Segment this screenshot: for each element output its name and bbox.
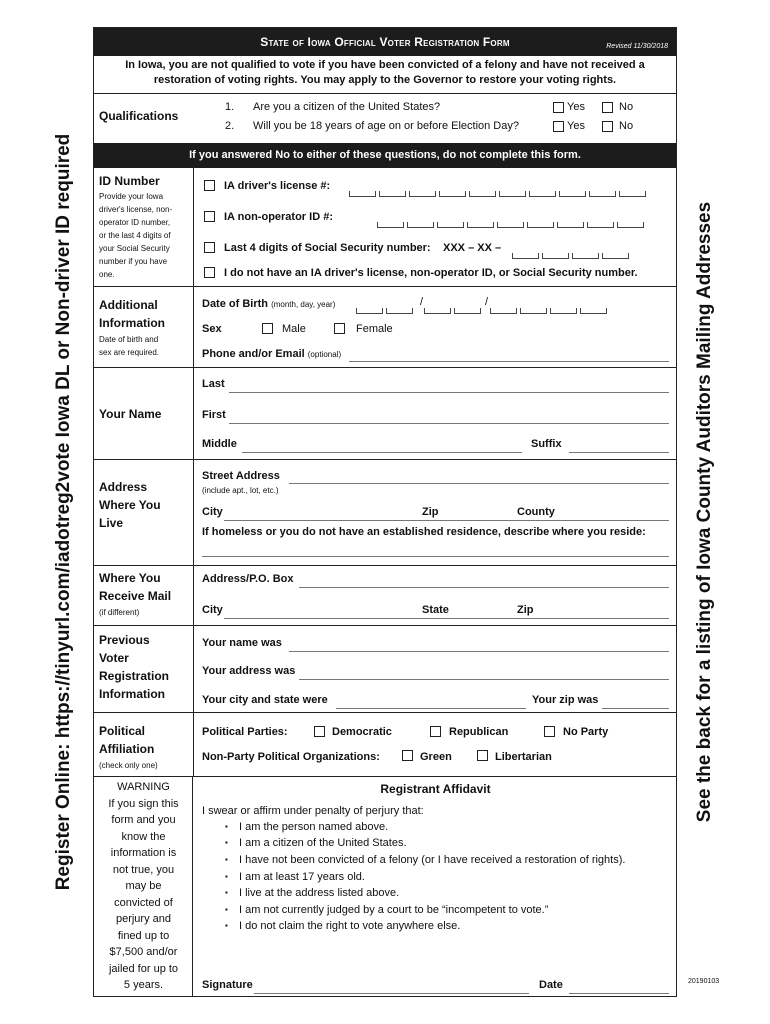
green-checkbox[interactable] bbox=[402, 750, 413, 761]
last-name-input[interactable] bbox=[229, 392, 669, 393]
date-label: Date bbox=[539, 979, 563, 991]
affidavit-title: Registrant Affidavit bbox=[380, 782, 491, 796]
phone-email-input[interactable] bbox=[349, 361, 669, 362]
previous-zip-input[interactable] bbox=[602, 708, 669, 709]
signature-label: Signature bbox=[202, 979, 253, 991]
id-number-label: ID Number bbox=[99, 174, 160, 188]
non-operator-id-checkbox[interactable] bbox=[204, 211, 215, 222]
age-yes-checkbox[interactable] bbox=[553, 121, 564, 132]
mailing-label: Where You Receive Mail bbox=[99, 571, 172, 603]
date-input[interactable] bbox=[569, 993, 669, 994]
additional-info-label: Additional Information bbox=[99, 298, 165, 330]
title-bar bbox=[94, 28, 676, 56]
age-no-checkbox[interactable] bbox=[602, 121, 613, 132]
affidavit-item: ▪ I am not currently judged by a court to be “incompetent to vote.” bbox=[239, 904, 548, 916]
previous-address-input[interactable] bbox=[299, 679, 669, 680]
qualifications-label: Qualifications bbox=[99, 109, 179, 123]
revised-date: Revised 11/30/2018 bbox=[606, 43, 668, 50]
affidavit-item: ▪ I live at the address listed above. bbox=[239, 887, 399, 899]
previous-registration-label: Previous Voter Registration Information bbox=[99, 633, 170, 701]
your-name-label: Your Name bbox=[99, 407, 162, 421]
drivers-license-checkbox[interactable] bbox=[204, 180, 215, 191]
ssn-checkbox[interactable] bbox=[204, 242, 215, 253]
question-citizen: Are you a citizen of the United States? bbox=[253, 101, 441, 113]
homeless-label: If homeless or you do not have an established residence, describe where you reside: bbox=[202, 526, 646, 538]
mailing-city-state-zip-input[interactable] bbox=[224, 618, 669, 619]
date-of-birth-label: Date of Birth (month, day, year) bbox=[202, 298, 336, 310]
additional-info-help: Date of birth and sex are required. bbox=[99, 335, 160, 357]
affidavit-item: ▪ I am a citizen of the United States. bbox=[239, 837, 407, 849]
voter-registration-form: State of Iowa Official Voter Registration Form Revised 11/30/2018 In Iowa, you are not qualified to vote if you have been convicted of a felony and have not received a restoration of voting rights. You may apply to the Governor to restore your voting rights. Qualifications 1. Are you a citizen of the United States? 2. Will you be 18 years of age on or before Election Day? Yes No Yes No If you answered No to either of these questions, do not complete this form. ID Number Provide your Iowa driver's license, non- operator ID number, or the last 4 digits of your Social Security number if you have one. IA driver's license #: IA non-operator ID #: Last 4 digits of Social Security number: XXX – XX – I do not have an IA driver's license, non-operator ID, or Social Security number. Additional Information Date of birth and sex are required. Date of Birth (month, day, year) / / Sex Male Female Phone and/or Email (optional) Your Name Last First Middle Suffix Address Where You Live Street Address (include apt., lot, etc.) City Zip County If homeless or you do not have an established residence, describe where you reside: Where You Receive Mail (if different) Address/P.O. Box City State Zip Previous Voter Registration Information Your name was Your address was Your city and state were Your zip was Political Affiliation (check only one) Political Parties: Democratic Republican No Party Non-Party Political Organizations: Green Libertarian WARNING If you sign this form and you know the information is not true, you may be convicted of perjury and fined up to $7,500 and/or jailed for up to 5 years. Registrant Affidavit I swear or affirm under penalty of perjury that: ▪ I am the person named above. ▪ I am a citizen of the United States. ▪ I have not been convicted of a felony (or I have received a restoration of rights). ▪ I am at least 17 years old. ▪ I live at the address listed above. ▪ I am not currently judged by a court to be “incompetent to vote.” ▪ I do not claim the right to vote anywhere else. Signature Date bbox=[93, 27, 677, 997]
ssn-prefix: XXX – XX – bbox=[443, 242, 502, 254]
address-label: Address Where You Live bbox=[99, 480, 161, 530]
male-checkbox[interactable] bbox=[262, 323, 273, 334]
signature-input[interactable] bbox=[254, 993, 529, 994]
affidavit-item: ▪ I am at least 17 years old. bbox=[239, 871, 365, 883]
no-id-checkbox[interactable] bbox=[204, 267, 215, 278]
affidavit-intro: I swear or affirm under penalty of perjury that: bbox=[202, 805, 424, 817]
drivers-license-label: IA driver's license #: bbox=[224, 180, 331, 192]
no-party-checkbox[interactable] bbox=[544, 726, 555, 737]
non-operator-id-label: IA non-operator ID #: bbox=[224, 211, 333, 223]
affidavit-item: ▪ I have not been convicted of a felony (or I have received a restoration of rights). bbox=[239, 854, 625, 866]
street-address-input[interactable] bbox=[289, 483, 669, 484]
libertarian-checkbox[interactable] bbox=[477, 750, 488, 761]
felony-notice: In Iowa, you are not qualified to vote if you have been convicted of a felony and have not received a restoration of voting rights. You may apply to the Governor to restore your voting rights. bbox=[125, 59, 645, 86]
county-auditors-margin-text: See the back for a listing of Iowa County Auditors Mailing Addresses bbox=[694, 201, 715, 823]
first-name-input[interactable] bbox=[229, 423, 669, 424]
mailing-address-input[interactable] bbox=[299, 587, 669, 588]
qualification-warning-bar: If you answered No to either of these questions, do not complete this form. bbox=[94, 143, 676, 168]
register-online-margin-text: Register Online: https://tinyurl.com/iadotreg2vote Iowa DL or Non-driver ID required bbox=[53, 133, 74, 891]
form-title: State of Iowa Official Voter Registration Form bbox=[260, 35, 510, 49]
citizen-yes-checkbox[interactable] bbox=[553, 102, 564, 113]
ssn-label: Last 4 digits of Social Security number: bbox=[224, 242, 431, 254]
suffix-input[interactable] bbox=[569, 452, 669, 453]
affidavit-item: ▪ I do not claim the right to vote anywhere else. bbox=[239, 920, 460, 932]
phone-email-label: Phone and/or Email (optional) bbox=[202, 348, 342, 360]
no-id-label: I do not have an IA driver's license, non-operator ID, or Social Security number. bbox=[224, 267, 638, 279]
affidavit-item: ▪ I am the person named above. bbox=[239, 821, 388, 833]
city-zip-county-input[interactable] bbox=[224, 520, 669, 521]
previous-name-input[interactable] bbox=[289, 651, 669, 652]
political-affiliation-label: Political Affiliation bbox=[99, 724, 155, 756]
id-help-text: Provide your Iowa driver's license, non- operator ID number, or the last 4 digits of your Social Security number if you have one. bbox=[99, 192, 173, 279]
sex-label: Sex bbox=[202, 323, 222, 335]
form-code: 20190103 bbox=[688, 978, 720, 985]
republican-checkbox[interactable] bbox=[430, 726, 441, 737]
female-checkbox[interactable] bbox=[334, 323, 345, 334]
perjury-warning: WARNING If you sign this form and you know the information is not true, you may be convicted of perjury and fined up to $7,500 and/or jailed for up to 5 years. bbox=[108, 781, 179, 991]
democratic-checkbox[interactable] bbox=[314, 726, 325, 737]
previous-city-state-input[interactable] bbox=[336, 708, 526, 709]
citizen-no-checkbox[interactable] bbox=[602, 102, 613, 113]
middle-name-input[interactable] bbox=[242, 452, 522, 453]
question-age: Will you be 18 years of age on or before Election Day? bbox=[253, 120, 519, 132]
homeless-description-input[interactable] bbox=[202, 556, 669, 557]
